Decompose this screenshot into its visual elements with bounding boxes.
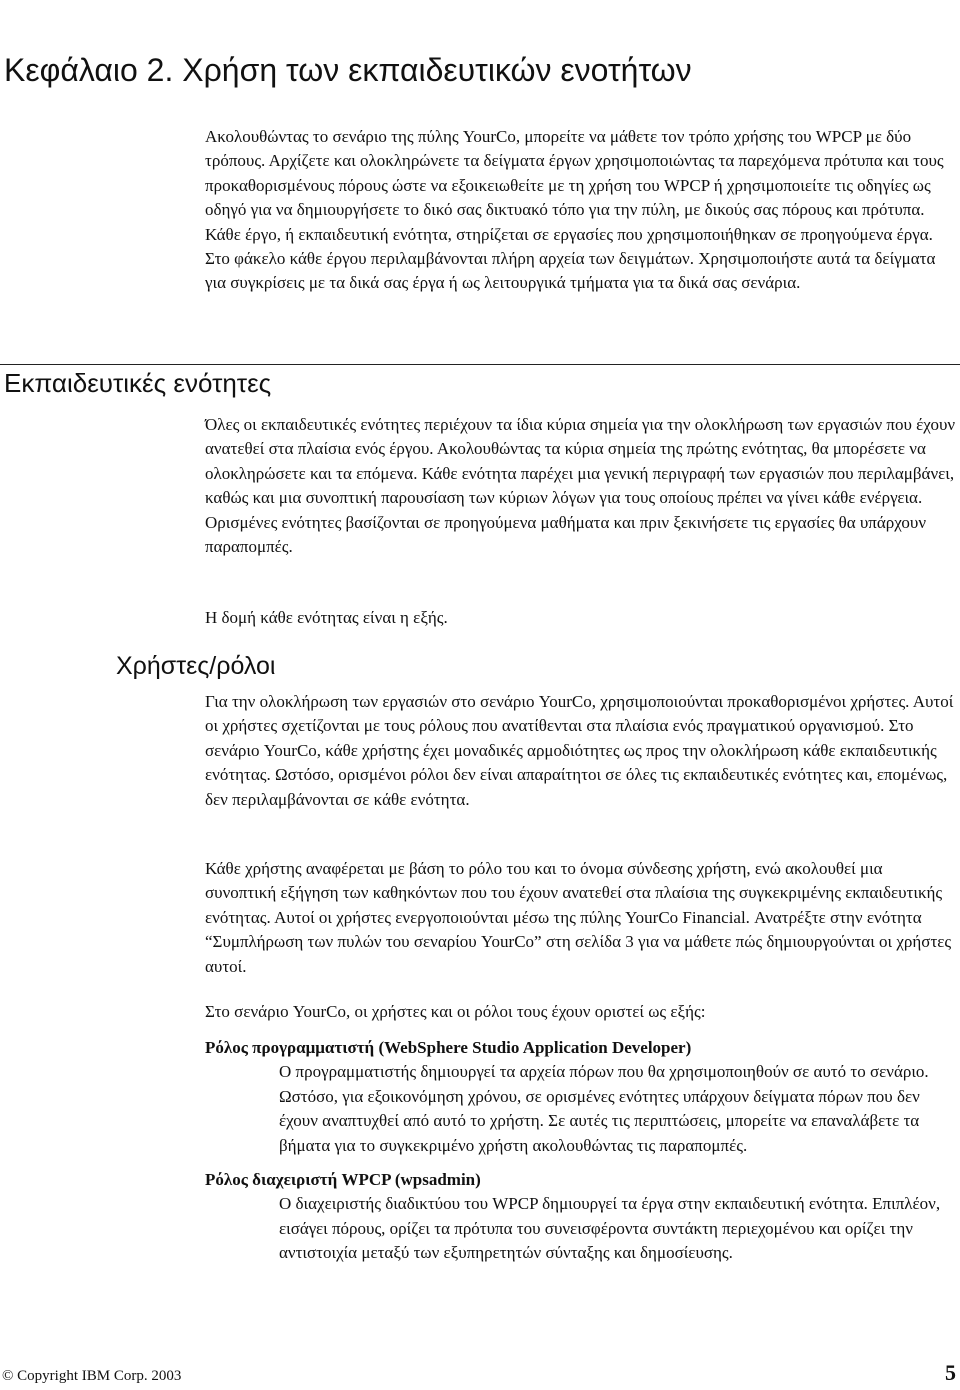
subsection-heading-users-roles: Χρήστες/ρόλοι <box>116 652 276 680</box>
chapter-intro-paragraph: Ακολουθώντας το σενάριο της πύλης YourCo, μπορείτε να μάθετε τον τρόπο χρήσης του WPCP με δύο τρόπους. Αρχίζετε και ολοκληρώνετε τα δείγματα έργων χρησιμοποιώντας τα παρεχόμενα πρότυπα και τους προκαθορισμένους πόρους ώστε να εξοικειωθείτε με τη χρήση του WPCP ή χρησιμοποιείτε τις οδηγίες ως οδηγό για να δημιουργήσετε το δικό σας δικτυακό τόπο για την πύλη, με δικούς σας πόρους και πρότυπα. Κάθε έργο, ή εκπαιδευτική ενότητα, στηρίζεται σε εργασίες που χρησιμοποιήθηκαν σε προηγούμενα έργα. Στο φάκελο κάθε έργου περιλαμβάνονται πλήρη αρχεία των δειγμάτων. Χρησιμοποιήστε αυτά τα δείγματα για συγκρίσεις με τα δικά σας έργα ή ως λειτουργικά τμήματα για τα δικά σας σενάρια. <box>205 127 944 293</box>
users-paragraph-3: Στο σενάριο YourCo, οι χρήστες και οι ρόλοι τους έχουν οριστεί ως εξής: <box>205 1002 706 1021</box>
section-divider <box>0 364 960 365</box>
users-paragraph-2: Κάθε χρήστης αναφέρεται με βάση το ρόλο του και το όνομα σύνδεσης χρήστη, ενώ ακολουθεί μια συνοπτική εξήγηση των καθηκόντων που του έχουν ανατεθεί στα πλαίσια της συγκεκριμένης εκπαιδευτικής ενότητας. Αυτοί οι χρήστες ενεργοποιούνται μέσω της πύλης YourCo Financial. Ανατρέξτε στην ενότητα “Συμπλήρωση των πυλών του σεναρίου YourCo” στη σελίδα 3 για να μάθετε πώς δημιουργούνται οι χρήστες αυτοί. <box>205 859 952 976</box>
role-term-developer: Ρόλος προγραμματιστή (WebSphere Studio Application Developer) <box>205 1038 692 1057</box>
chapter-title: Κεφάλαιο 2. Χρήση των εκπαιδευτικών ενοτήτων <box>4 52 692 88</box>
role-description-developer: Ο προγραμματιστής δημιουργεί τα αρχεία πόρων που θα χρησιμοποιηθούν σε αυτό το σενάριο. Ωστόσο, για εξοικονόμηση χρόνου, σε ορισμένες ενότητες υπάρχουν δείγματα πόρων που δεν έχουν αναπτυχθεί από αυτό το χρήστη. Σε αυτές τις περιπτώσεις, μπορείτε να επαναλάβετε τα βήματα για το συγκεκριμένο χρήστη ακολουθώντας τις παραπομπές. <box>279 1062 929 1155</box>
footer-copyright: © Copyright IBM Corp. 2003 <box>2 1368 182 1384</box>
section-heading-modules: Εκπαιδευτικές ενότητες <box>4 368 272 398</box>
modules-paragraph-1: Όλες οι εκπαιδευτικές ενότητες περιέχουν τα ίδια κύρια σημεία για την ολοκλήρωση των εργασιών που έχουν ανατεθεί στα πλαίσια ενός έργου. Ακολουθώντας τα κύρια σημεία της πρώτης ενότητας, θα μπορέσετε να ολοκληρώσετε και τα επόμενα. Κάθε ενότητα παρέχει μια γενική περιγραφή των εργασιών που περιλαμβάνει, καθώς και μια συνοπτική παρουσίαση των κύριων λόγων για τους οποίους πρέπει να γίνει κάθε ενέργεια. Ορισμένες ενότητες βασίζονται σε προηγούμενα μαθήματα και πριν ξεκινήσετε τις εργασίες θα υπάρχουν παραπομπές. <box>205 415 956 557</box>
roles-definition-list <box>205 1036 957 1266</box>
role-term-wpcp-admin: Ρόλος διαχειριστή WPCP (wpsadmin) <box>205 1170 481 1190</box>
modules-paragraph-2: Η δομή κάθε ενότητας είναι η εξής. <box>205 608 448 627</box>
users-paragraph-1: Για την ολοκλήρωση των εργασιών στο σενάριο YourCo, χρησιμοποιούνται προκαθορισμένοι χρήστες. Αυτοί οι χρήστες σχετίζονται με τους ρόλους που ανατίθενται στα πλαίσια ενός πραγματικού οργανισμού. Στο σενάριο YourCo, κάθε χρήστης έχει μοναδικές αρμοδιότητες ως προς την ολοκλήρωση κάθε εκπαιδευτικής ενότητας. Ωστόσο, ορισμένοι ρόλοι δεν είναι απαραίτητοι σε όλες τις εκπαιδευτικές ενότητες και, επομένως, δεν περιλαμβάνονται σε κάθε ενότητα. <box>205 692 954 809</box>
role-description-wpcp-admin: Ο διαχειριστής διαδικτύου του WPCP δημιουργεί τα έργα στην εκπαιδευτική ενότητα. Επιπλέον, εισάγει πόρους, ορίζει τα πρότυπα του συνεισφέροντα συντάκτη περιεχομένου και ορίζει την αντιστοιχία μεταξύ των εξυπηρετητών σύνταξης και δημοσίευσης. <box>279 1194 941 1263</box>
footer-page-number: 5 <box>945 1360 956 1385</box>
